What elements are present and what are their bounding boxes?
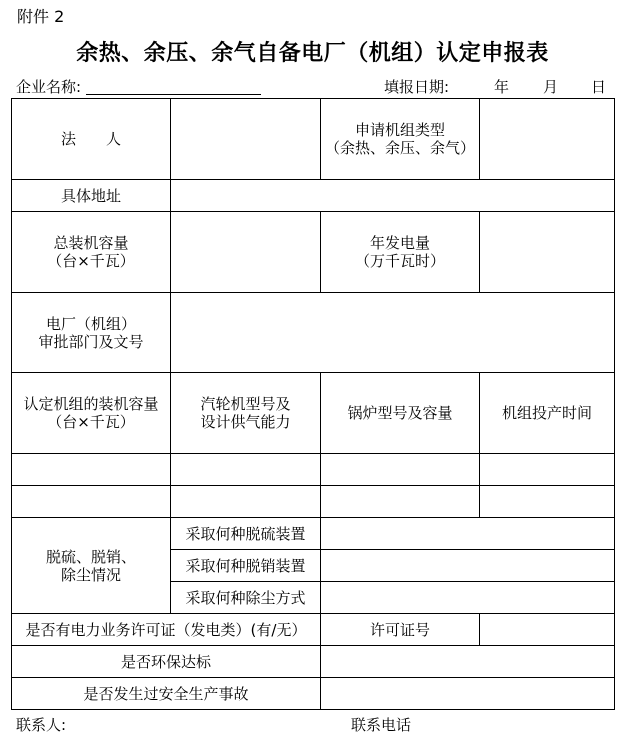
attachment-label: 附件 2 [17, 7, 65, 26]
table-row [12, 646, 615, 678]
turbine-line2: 设计供气能力 [200, 413, 291, 431]
table-row [12, 454, 615, 486]
table-row [12, 99, 615, 180]
table-row [12, 180, 615, 212]
blank-cell[interactable] [321, 486, 480, 518]
blank-cell[interactable] [12, 486, 171, 518]
apply-unit-type-text: 申请机组类型 [354, 121, 445, 139]
dust-method-value[interactable] [321, 582, 615, 614]
certified-capacity-unit: （台×千瓦） [47, 413, 135, 431]
approval-line2: 审批部门及文号 [38, 332, 144, 351]
legal-person-value[interactable] [171, 99, 321, 180]
annual-generation-text: 年发电量 [369, 234, 430, 252]
apply-unit-type-label [321, 99, 480, 180]
desulf-device-label: 采取何种脱硫装置 [171, 518, 321, 550]
license-no-value[interactable] [480, 614, 615, 646]
blank-cell[interactable] [12, 454, 171, 486]
desulf-line1: 脱硫、脱销、 [45, 547, 136, 566]
approval-line1: 电厂（机组） [45, 314, 136, 333]
license-question-label: 是否有电力业务许可证（发电类）(有/无） [12, 614, 321, 646]
certified-capacity-header [12, 373, 171, 454]
table-row [12, 518, 615, 550]
annual-generation-value[interactable] [480, 212, 615, 293]
turbine-line1: 汽轮机型号及 [200, 395, 291, 413]
address-value[interactable] [171, 180, 615, 212]
table-row [12, 373, 615, 454]
table-row [12, 486, 615, 518]
denitr-device-label: 采取何种脱销装置 [171, 550, 321, 582]
denitr-device-value[interactable] [321, 550, 615, 582]
info-line [16, 76, 611, 98]
total-capacity-text: 总装机容量 [53, 234, 129, 252]
total-capacity-label [12, 212, 171, 293]
year-label: 年 [494, 78, 510, 96]
commission-time-header: 机组投产时间 [480, 373, 615, 454]
total-capacity-value[interactable] [171, 212, 321, 293]
certified-capacity-text: 认定机组的装机容量 [23, 395, 159, 413]
form-title: 余热、余压、余气自备电厂（机组）认定申报表 [76, 41, 549, 66]
contact-phone-label: 联系电话 [351, 716, 412, 734]
env-standard-label: 是否环保达标 [12, 646, 321, 678]
contact-person-label: 联系人: [16, 716, 67, 734]
safety-accident-label: 是否发生过安全生产事故 [12, 678, 321, 710]
apply-unit-type-value[interactable] [480, 99, 615, 180]
legal-person-label: 法 人 [12, 99, 171, 180]
desulf-line2: 除尘情况 [60, 565, 121, 584]
table-row [12, 678, 615, 710]
env-standard-value[interactable] [321, 646, 615, 678]
apply-unit-type-options: （余热、余压、余气） [324, 139, 475, 157]
safety-accident-value[interactable] [321, 678, 615, 710]
address-label: 具体地址 [12, 180, 171, 212]
blank-cell[interactable] [171, 454, 321, 486]
company-name-label: 企业名称: [16, 78, 82, 96]
blank-cell[interactable] [480, 454, 615, 486]
table-row [12, 293, 615, 373]
total-capacity-unit: （台×千瓦） [47, 252, 135, 270]
table-row [12, 212, 615, 293]
annual-generation-label [321, 212, 480, 293]
declaration-table [11, 98, 615, 710]
day-label: 日 [591, 78, 607, 96]
boiler-header: 锅炉型号及容量 [321, 373, 480, 454]
license-no-label: 许可证号 [321, 614, 480, 646]
company-name-field[interactable] [86, 94, 261, 95]
table-row [12, 614, 615, 646]
approval-value[interactable] [171, 293, 615, 373]
blank-cell[interactable] [171, 486, 321, 518]
blank-cell[interactable] [480, 486, 615, 518]
approval-label [12, 293, 171, 373]
desulf-label [12, 518, 171, 614]
fill-date-label: 填报日期: [384, 78, 450, 96]
blank-cell[interactable] [321, 454, 480, 486]
desulf-device-value[interactable] [321, 518, 615, 550]
turbine-header [171, 373, 321, 454]
dust-method-label: 采取何种除尘方式 [171, 582, 321, 614]
month-label: 月 [543, 78, 559, 96]
annual-generation-unit: （万千瓦时） [354, 252, 445, 270]
